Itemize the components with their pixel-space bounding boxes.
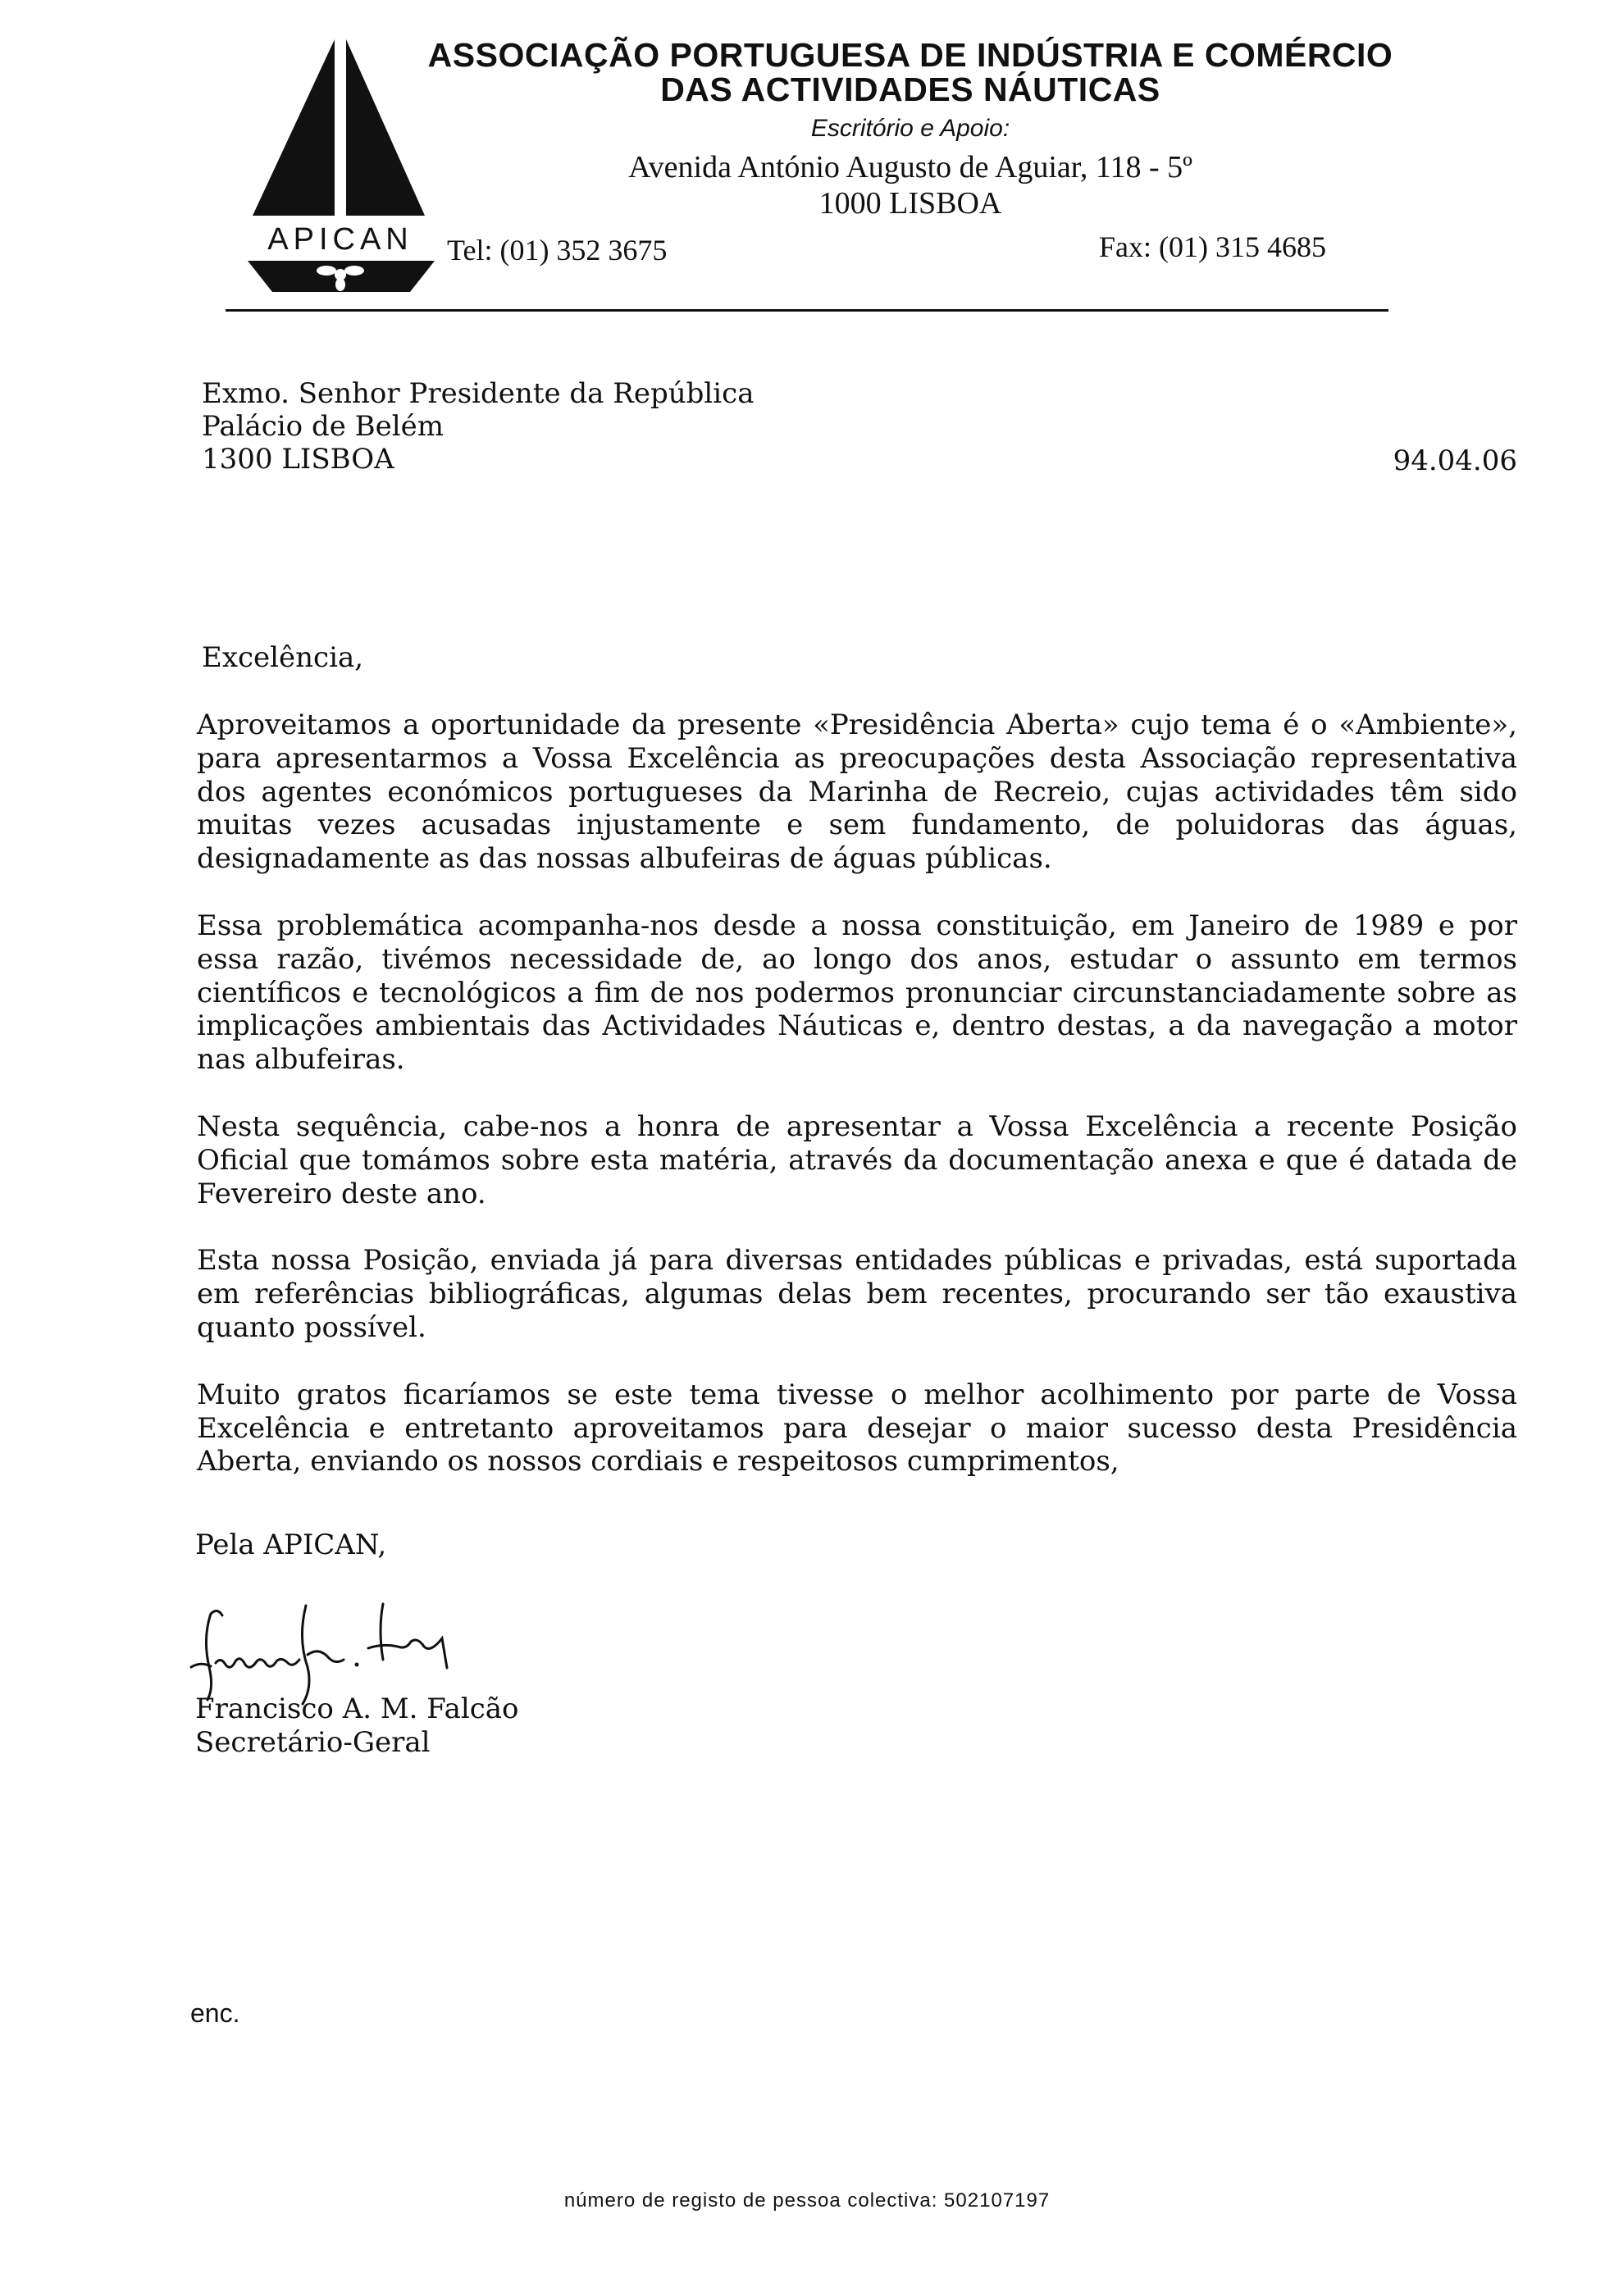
apican-logo [238,31,443,292]
recipient-line1: Exmo. Senhor Presidente da República [202,377,755,410]
closing: Pela APICAN, [195,1528,387,1561]
signer-name: Francisco A. M. Falcão [195,1692,519,1725]
recipient-line2: Palácio de Belém [202,410,444,443]
paragraph-1: Aproveitamos a oportunidade da presente «Presidência Aberta» cujo tema é o «Ambiente», para apresentarmos a Vossa Excelência as preocupações desta Associação representativa dos agentes económicos portugueses da Marinha de Recreio, cujas actividades têm sido muitas vezes acusadas injustamente e sem fundamento, de poluidoras das águas, designadamente as das nossas albufeiras de águas públicas. [197,708,1517,876]
address-line2: 1000 LISBOA [818,186,1002,221]
header-divider [226,309,1388,312]
enclosure-note: enc. [190,1998,240,2028]
logo-text: APICAN [267,222,413,257]
org-name-line1: ASSOCIAÇÃO PORTUGUESA DE INDÚSTRIA E COMÉRCIO [427,36,1393,74]
recipient-line3: 1300 LISBOA [202,443,394,476]
telephone: Tel: (01) 352 3675 [447,234,668,266]
paragraph-2: Essa problemática acompanha-nos desde a nossa constituição, em Janeiro de 1989 e por essa razão, tivémos necessidade de, ao longo dos anos, estudar o assunto em termos científicos e tecnológicos a fim de nos podermos pronunciar circunstanciadamente sobre as implicações ambientais das Actividades Náuticas e, dentro destas, a da navegação a motor nas albufeiras. [197,909,1517,1077]
address-line1: Avenida António Augusto de Aguiar, 118 - 5º [628,150,1192,184]
paragraph-3: Nesta sequência, cabe-nos a honra de apresentar a Vossa Excelência a recente Posição Oficial que tomámos sobre esta matéria, através da documentação anexa e que é datada de Fevereiro deste ano. [197,1109,1517,1210]
signer-title: Secretário-Geral [195,1726,431,1759]
paragraph-4: Esta nossa Posição, enviada já para diversas entidades públicas e privadas, está suportada em referências bibliográficas, algumas delas bem recentes, procurando ser tão exaustiva quanto possível. [197,1244,1517,1344]
fax: Fax: (01) 315 4685 [1099,230,1326,263]
paragraph-5: Muito gratos ficaríamos se este tema tivesse o melhor acolhimento por parte de Vossa Excelência e entretanto aproveitamos para desejar o maior sucesso desta Presidência Aberta, enviando os nossos cordiais e respeitosos cumprimentos, [197,1378,1517,1478]
sailboat-logo-icon [238,31,443,292]
letter-date: 94.04.06 [1393,444,1517,477]
org-name-line2: DAS ACTIVIDADES NÁUTICAS [660,71,1160,108]
letter-body [197,708,1517,1512]
recipient-block [202,377,754,476]
registry-footer: número de registo de pessoa colectiva: 502107197 [563,2189,1051,2212]
salutation: Excelência, [202,641,364,674]
office-label: Escritório e Apoio: [810,115,1010,142]
